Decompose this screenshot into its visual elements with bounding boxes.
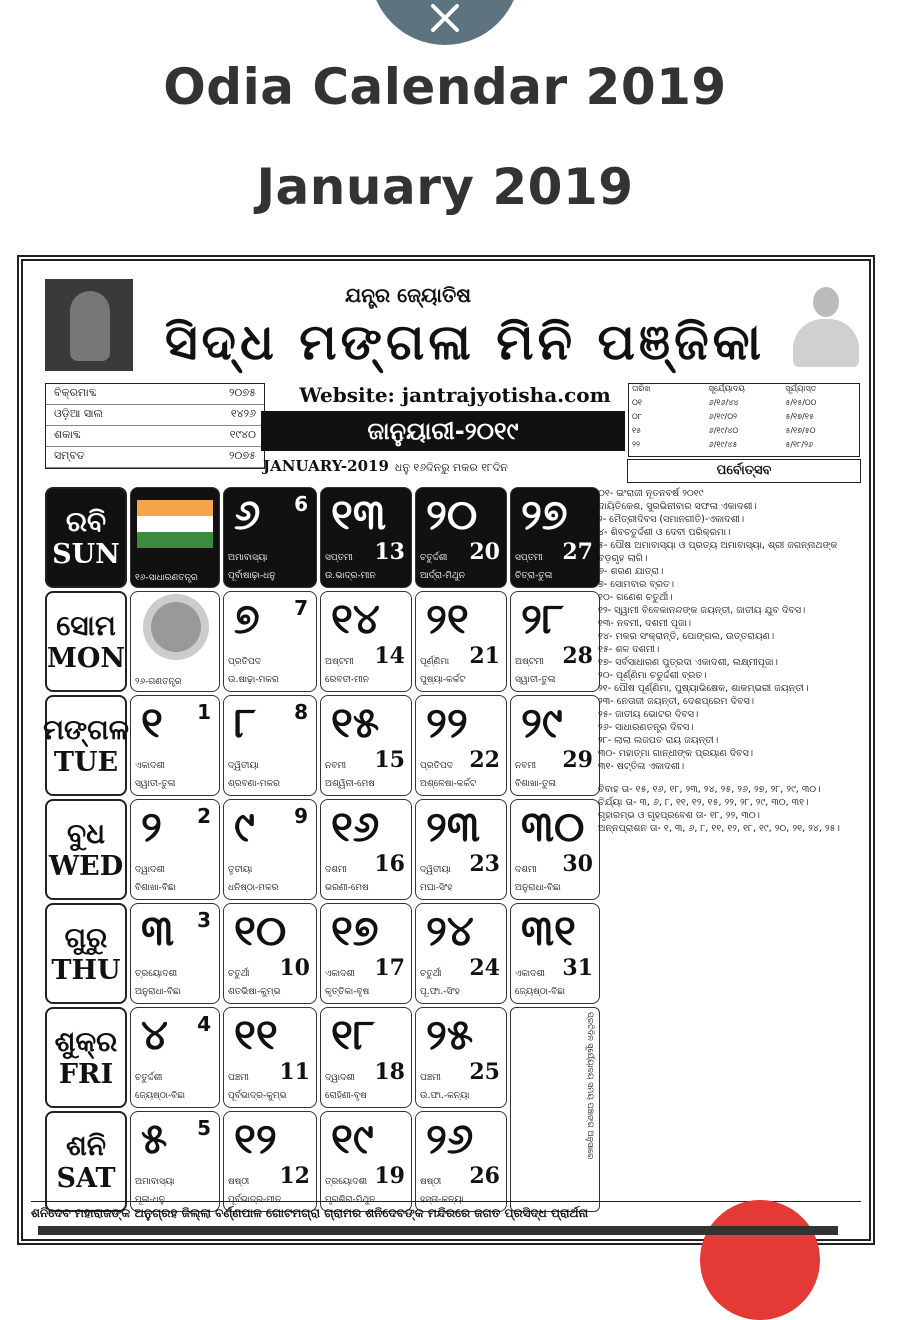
date-cell[interactable]: ୨୫ 25 ପଞ୍ଚମୀ ଉ.ଫା.-କନ୍ୟା	[415, 1007, 507, 1108]
festivals-header: ପର୍ବୋତ୍ସବ	[627, 459, 861, 483]
date-cell[interactable]: ୧୪ 14 ଅଷ୍ଟମୀ ରେବତୀ-ମୀନ	[320, 591, 412, 692]
festival-note: ୨୧- ପୌଷ ପୂର୍ଣ୍ଣିମା, ପୁଷ୍ୟାଭିଷେକ, ଶାକମ୍ଭରୀ ଜୟନ୍ତୀ।	[598, 683, 809, 694]
festival-note: ୨୩- ନେତାଜୀ ଜୟନ୍ତୀ, ଦେଶପ୍ରେମ ଦିବସ।	[598, 696, 755, 707]
festival-note: ୧୪- ମକର ସଂକ୍ରାନ୍ତି, ପୋଙ୍ଗଲ, ଉତ୍ତରାୟଣ।	[598, 631, 775, 642]
festival-note: ୧୫- ଶଳ ଦଶମୀ।	[598, 644, 660, 655]
festival-note: ଦାୟିତିକେଶ, ସୁରଭିନୀବାର ସଫଳା ଏକାଦଶୀ।	[598, 501, 757, 512]
calendar-header	[45, 279, 865, 375]
festival-note: ୨୮- ଲାଲା ଲଜପତ ରାୟ ଜୟନ୍ତୀ।	[598, 735, 719, 746]
festival-note: ୨- ମୈତ୍ରୀଦିବସ (ସମାନଗୀତି)-ଏକାଦଶୀ।	[598, 514, 745, 525]
close-button[interactable]	[370, 0, 520, 45]
masthead-title: ସିଦ୍ଧ ମଙ୍ଗଳା ମିନି ପଞ୍ଜିକା	[164, 313, 766, 371]
date-cell[interactable]: ୯ 9 ତୃତୀୟା ଧନିଷ୍ଠା-ମକର	[223, 799, 317, 900]
app-title: Odia Calendar 2019	[163, 58, 727, 116]
date-cell[interactable]: ୨୪ 24 ଚତୁର୍ଥୀ ପୂ.ଫା.-ସିଂହ	[415, 903, 507, 1004]
action-button[interactable]	[700, 1200, 820, 1320]
vertical-note: ପ୍ରତିଦିନ ସୂର୍ଯ୍ୟୋଦୟ ସମୟ ପଞ୍ଚାଙ୍ଗ ଅନୁସାରେ	[510, 1007, 600, 1212]
festival-notes	[598, 487, 860, 835]
date-cell[interactable]: ୧୦ 10 ଚତୁର୍ଥୀ ଶତଭିଷା-କୁମ୍ଭ	[223, 903, 317, 1004]
month-odia-banner: ଜାନୁୟାରୀ-୨୦୧୯	[261, 411, 625, 451]
day-label-mon: ସୋମ MON	[45, 591, 127, 692]
sun-cell: ୨୬-ଗଣତନ୍ତ୍ର	[130, 591, 220, 692]
festival-note: ୨୬- ସାଧାରଣତନ୍ତ୍ର ଦିବସ।	[598, 722, 694, 733]
festival-note: ୪- ଶିବଚତୁର୍ଦ୍ଦଶୀ ଓ ଦେବୀ ପରିକ୍ରମା।	[598, 527, 731, 538]
festival-note: ୧୦- ଗଣେଶ ଚତୁର୍ଥୀ।	[598, 592, 673, 603]
date-cell[interactable]: ୭ 7 ପ୍ରତିପଦ ଉ.ଷାଢ଼ା-ମକର	[223, 591, 317, 692]
deity-image	[45, 279, 133, 371]
sunrise-table: ତାରିଖ ସୂର୍ଯ୍ୟୋଦୟ ସୂର୍ଯ୍ୟାସ୍ତ ୦୧ ୬/୧୬/୪୪ ୫/୧୫/୦୦ ୦୮ ୬/୧୯/୦୨ ୫/୧୭/୧୫ ୧୫ ୬/୧୯/୪୦ ୫/୧୭/୫୦ ୨୨ ୬/୧୯/୪୫ ୫/୧୮/୨୬	[628, 383, 860, 457]
festival-note: ୧୭- ସର୍ବସାଧାରଣ ପୁତ୍ରଦା ଏକାଦଶୀ, ଲକ୍ଷ୍ମୀପୂଜା।	[598, 657, 778, 668]
date-cell[interactable]: ୨୯ 29 ନବମୀ ବିଶାଖା-ତୁଳା	[510, 695, 600, 796]
era-info-box: ବିକ୍ରମାବ୍ଦ ୨୦୭୫ ଓଡ଼ିଆ ସାଲ ୧୪୨୬ ଶକାବ୍ଦ ୧୯୪୦ ସମ୍ବତ ୨୦୭୫	[45, 383, 265, 469]
calendar-image[interactable]	[17, 255, 875, 1245]
date-cell[interactable]: ୨୬ 26 ଷଷ୍ଠୀ ହସ୍ତା-କନ୍ୟା	[415, 1111, 507, 1212]
date-cell[interactable]: ୬ 6 ଅମାବାସ୍ୟା ପୂର୍ବାଷାଢ଼ା-ଧନୁ	[223, 487, 317, 588]
calendar-grid	[45, 487, 600, 1212]
date-cell[interactable]: ୨୨ 22 ପ୍ରତିପଦ ଅଶ୍ଳେଷା-କର୍କଟ	[415, 695, 507, 796]
festival-note: ୩୧- ଷଟ୍ତିଳା ଏକାଦଶୀ।	[598, 761, 685, 772]
date-cell[interactable]: ୨୧ 21 ପୂର୍ଣ୍ଣିମା ପୁଷ୍ୟା-କର୍କଟ	[415, 591, 507, 692]
day-label-fri: ଶୁକ୍ର FRI	[45, 1007, 127, 1108]
day-label-tue: ମଙ୍ଗଳ TUE	[45, 695, 127, 796]
date-cell[interactable]: ୨୭ 27 ସପ୍ତମୀ ଚିତ୍ରା-ତୁଳା	[510, 487, 600, 588]
date-cell[interactable]: ୧ 1 ଏକାଦଶୀ ସ୍ୱାତୀ-ତୁଳା	[130, 695, 220, 796]
festival-note: ଗୃହାରମ୍ଭ ଓ ଗୃହପ୍ରବେଶ ତା- ୧୮, ୨୨, ୩୦।	[598, 810, 760, 821]
festival-note: ଅନ୍ନପ୍ରାଶନ ତା- ୧, ୩, ୬, ୮, ୧୧, ୧୨, ୧୮, ୧୯, ୨୦, ୨୧, ୨୪, ୨୫।	[598, 823, 840, 834]
date-cell[interactable]: ୧୬ 16 ଦଶମୀ ଭରଣୀ-ମେଷ	[320, 799, 412, 900]
close-icon	[427, 0, 463, 36]
date-cell[interactable]: ୪ 4 ଚତୁର୍ଦ୍ଦଶୀ ଜ୍ୟେଷ୍ଠା-ବିଛା	[130, 1007, 220, 1108]
festival-note: ୨୦- ପୂର୍ଣ୍ଣିମା ଚତୁର୍ଦ୍ଦଶୀ ବ୍ରତ।	[598, 670, 707, 681]
festival-note: ୨୫- ଜାତୀୟ ଭୋଟର ଦିବସ।	[598, 709, 699, 720]
festival-note: ୭- ସୋମବାର ବ୍ରତ।	[598, 579, 675, 590]
festival-note: ୧୩- ନବମୀ, ଦଶମୀ ପୂଜା।	[598, 618, 692, 629]
date-cell[interactable]: ୩୧ 31 ଏକାଦଶୀ ଜ୍ୟେଷ୍ଠା-ବିଛା	[510, 903, 600, 1004]
date-cell[interactable]: ୨ 2 ଦ୍ୱାଦଶୀ ବିଶାଖା-ବିଛା	[130, 799, 220, 900]
indian-flag-icon	[137, 500, 213, 550]
month-english: JANUARY-2019 ଧନୁ ୧୬ଦିନରୁ ମକର ୧୮ଦିନ	[263, 457, 508, 475]
festival-note: ବିବାହ ତା- ୧୫, ୧୬, ୧୮, ୨୩, ୨୪, ୨୫, ୨୬, ୨୭, ୨୮, ୨୯, ୩୦।	[598, 784, 821, 795]
date-cell[interactable]: ୫ 5 ଅମାବାସ୍ୟା ମୂଳା-ଧନୁ	[130, 1111, 220, 1212]
date-cell[interactable]: ୩ 3 ତ୍ରୟୋଦଶୀ ଅନୁରାଧା-ବିଛା	[130, 903, 220, 1004]
date-cell[interactable]: ୧୫ 15 ନବମୀ ଅଶ୍ୱିନୀ-ମେଷ	[320, 695, 412, 796]
festival-note: ୩୦- ମହାତ୍ମା ଗାନ୍ଧୀଙ୍କ ପ୍ରୟାଣ ଦିବସ।	[598, 748, 754, 759]
publisher-name: ଯନ୍ତ୍ର ଜ୍ୟୋତିଷ	[345, 283, 471, 307]
date-cell[interactable]: ୧୯ 19 ତ୍ରୟୋଦଶୀ ମୃଗଶିରା-ମିଥୁନ	[320, 1111, 412, 1212]
date-cell[interactable]: ୧୧ 11 ପଞ୍ଚମୀ ପୂର୍ବଭାଦ୍ର-କୁମ୍ଭ	[223, 1007, 317, 1108]
date-cell[interactable]: ୧୨ 12 ଷଷ୍ଠୀ ପୂର୍ବଭାଦ୍ର-ମୀନ	[223, 1111, 317, 1212]
day-label-sat: ଶନି SAT	[45, 1111, 127, 1212]
festival-note: ୬- ଶରଣ ଯାତ୍ରା।	[598, 566, 664, 577]
bottom-bar	[38, 1226, 838, 1235]
month-title: January 2019	[256, 158, 634, 216]
festival-note: ୧୨- ସ୍ୱାମୀ ବିବେକାନନ୍ଦଙ୍କ ଜୟନ୍ତୀ, ଜାତୀୟ ଯୁବ ଦିବସ।	[598, 605, 806, 616]
date-cell[interactable]: ୧୮ 18 ଦ୍ୱାଦଶୀ ରୋହିଣୀ-ବୃଷ	[320, 1007, 412, 1108]
sun-icon	[151, 602, 201, 652]
date-cell[interactable]: ୨୮ 28 ଅଷ୍ଟମୀ ସ୍ୱାତୀ-ତୁଳା	[510, 591, 600, 692]
date-cell[interactable]: ୨୩ 23 ଦ୍ୱିତୀୟା ମଘା-ସିଂହ	[415, 799, 507, 900]
date-cell[interactable]: ୧୭ 17 ଏକାଦଶୀ କୃତ୍ତିକା-ବୃଷ	[320, 903, 412, 1004]
date-cell[interactable]: ୮ 8 ଦ୍ୱିତୀୟା ଶ୍ରବଣା-ମକର	[223, 695, 317, 796]
day-label-wed: ବୁଧ WED	[45, 799, 127, 900]
footer-text: ଶନିଦେବ ମହାରାଜଙ୍କ ଅନୁଗ୍ରହ ଜିଲ୍ଲା ବର୍ଣ୍ଣପାଳ ଗୋଟମଗ୍ରା ଗ୍ରାମର ଶନିଦେବଙ୍କ ମନ୍ଦିରରେ ଜଗତ ପ୍ରସିଦ୍ଧ ପ୍ରାର୍ଥନା	[31, 1201, 861, 1221]
day-label-thu: ଗୁରୁ THU	[45, 903, 127, 1004]
festival-note: ୦୧- ଇଂରାଜୀ ନୂତନବର୍ଷ ୨୦୧୯	[598, 488, 704, 499]
date-cell[interactable]: ୩୦ 30 ଦଶମୀ ଅନୁରାଧା-ବିଛା	[510, 799, 600, 900]
festival-note: ୫- ପୌଷ ଅମାବାସ୍ୟା ଓ ପ୍ରତ୍ୟ ଅମାବାସ୍ୟା, ଶ୍ରୀ ଜଗନ୍ନାଥଙ୍କ ବଡ଼ଗୃହ ଲାଗି।	[598, 540, 838, 564]
website-text: Website: jantrajyotisha.com	[299, 383, 611, 407]
sage-image	[787, 279, 865, 371]
day-label-sun: ରବି SUN	[45, 487, 127, 588]
flag-cell: ୧୬-ସାଧାରଣତନ୍ତ୍ର	[130, 487, 220, 588]
date-cell[interactable]: ୧୩ 13 ସପ୍ତମୀ ଉ.ଭାଦ୍ର-ମୀନ	[320, 487, 412, 588]
festival-note: ଚିର୍ଯ୍ୟା ତା- ୩, ୬, ୮, ୧୧, ୧୨, ୧୫, ୨୨, ୨୮, ୨୯, ୩୦, ୩୧।	[598, 797, 809, 808]
date-cell[interactable]: ୨୦ 20 ଚତୁର୍ଦ୍ଦଶୀ ଆର୍ଦ୍ରା-ମିଥୁନ	[415, 487, 507, 588]
